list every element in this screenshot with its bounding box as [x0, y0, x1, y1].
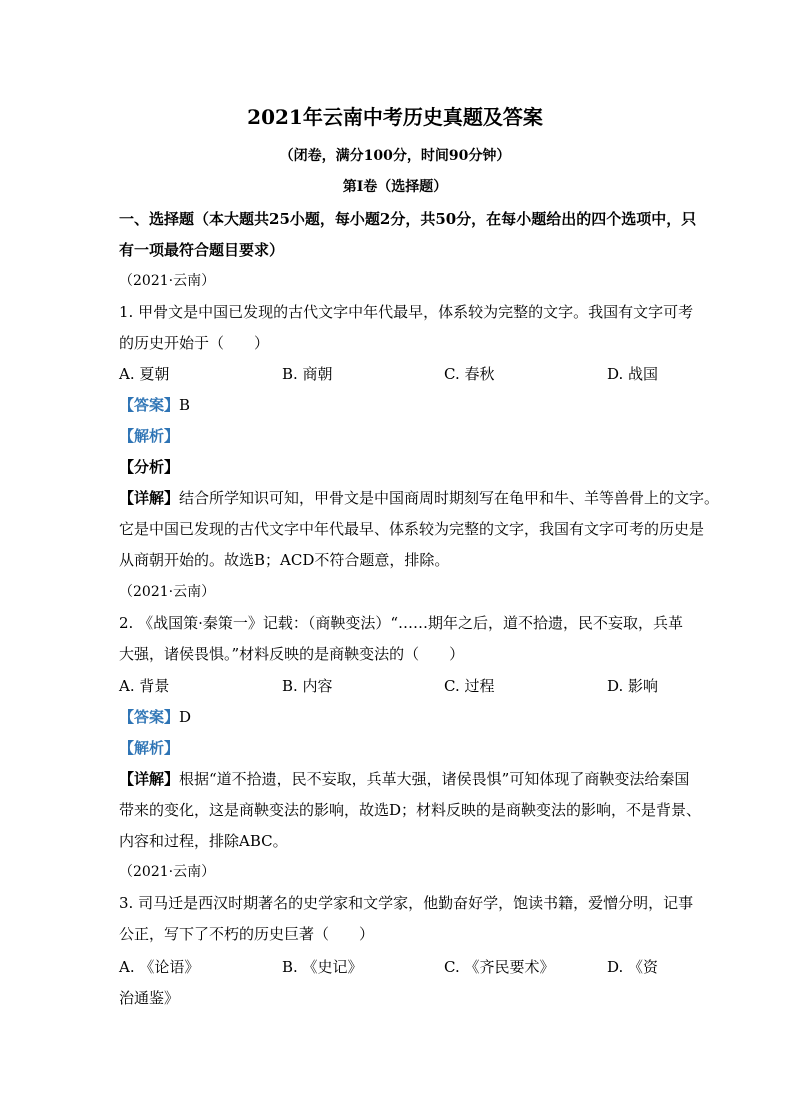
answer-label: 【答案】	[119, 396, 180, 414]
detail-label: 【详解】	[119, 489, 180, 507]
q1-analysis-label: 【解析】	[119, 427, 180, 445]
q1-option-b: B. 商朝	[282, 365, 333, 383]
volume-heading: 第Ⅰ卷（选择题）	[342, 179, 448, 195]
q3-option-c: C. 《齐民要术》	[444, 958, 555, 976]
q3-stem-line-1: 3. 司马迁是西汉时期著名的史学家和文学家，他勤奋好学，饱读书籍，爱憎分明，记事	[119, 894, 694, 912]
q2-option-c: C. 过程	[444, 677, 495, 695]
q3-source: （2021·云南）	[119, 864, 216, 880]
q2-source: （2021·云南）	[119, 584, 216, 600]
q1-option-a: A. 夏朝	[119, 365, 170, 383]
q1-fenxi-label: 【分析】	[119, 458, 180, 476]
q1-source: （2021·云南）	[119, 273, 216, 289]
q3-option-a: A. 《论语》	[119, 958, 200, 976]
q3-option-d: D. 《资	[607, 958, 659, 976]
q2-detail-line-1	[119, 769, 689, 789]
page-subtitle: （闭卷，满分100分，时间90分钟）	[279, 148, 511, 164]
q2-stem-line-1: 2. 《战国策·秦策一》记载：（商鞅变法）“……期年之后，道不拾遗，民不妄取，兵革	[119, 614, 684, 632]
q2-option-b: B. 内容	[282, 677, 333, 695]
answer-label: 【答案】	[119, 708, 180, 726]
q1-option-d: D. 战国	[607, 365, 659, 383]
q1-stem-line-1: 1. 甲骨文是中国已发现的古代文字中年代最早，体系较为完整的文字。我国有文字可考	[119, 303, 694, 321]
q2-detail-line-3: 内容和过程，排除ABC。	[119, 832, 288, 850]
q1-answer	[119, 395, 190, 415]
section-heading-line-1: 一、选择题（本大题共25小题，每小题2分，共50分，在每小题给出的四个选项中，只	[119, 210, 697, 228]
detail-label: 【详解】	[119, 770, 180, 788]
q1-detail-line-1	[119, 488, 719, 508]
answer-value: D	[179, 708, 192, 726]
q1-detail-line-3: 从商朝开始的。故选B；ACD不符合题意，排除。	[119, 551, 450, 569]
q2-option-a: A. 背景	[119, 677, 170, 695]
q3-stem-line-2: 公正，写下了不朽的历史巨著（ ）	[119, 925, 375, 943]
q2-answer	[119, 707, 191, 727]
answer-value: B	[179, 396, 191, 414]
q2-option-d: D. 影响	[607, 677, 659, 695]
q1-stem-line-2: 的历史开始于（ ）	[119, 334, 270, 352]
detail-text: 结合所学知识可知，甲骨文是中国商周时期刻写在龟甲和牛、羊等兽骨上的文字。	[179, 489, 720, 507]
q3-option-b: B. 《史记》	[282, 958, 363, 976]
section-heading-line-2: 有一项最符合题目要求）	[119, 241, 285, 259]
q1-option-c: C. 春秋	[444, 365, 495, 383]
q2-stem-line-2: 大强，诸侯畏惧。”材料反映的是商鞅变法的（ ）	[119, 645, 465, 663]
q1-detail-line-2: 它是中国已发现的古代文字中年代最早、体系较为完整的文字，我国有文字可考的历史是	[119, 520, 705, 538]
q2-detail-line-2: 带来的变化，这是商鞅变法的影响，故选D；材料反映的是商鞅变法的影响，不是背景、	[119, 801, 702, 819]
page-title: 2021年云南中考历史真题及答案	[247, 105, 543, 129]
detail-text: 根据“道不拾遗，民不妄取，兵革大强，诸侯畏惧”可知体现了商鞅变法给秦国	[179, 770, 690, 788]
q2-analysis-label: 【解析】	[119, 739, 180, 757]
q3-option-d-wrap: 治通鉴》	[119, 989, 180, 1007]
